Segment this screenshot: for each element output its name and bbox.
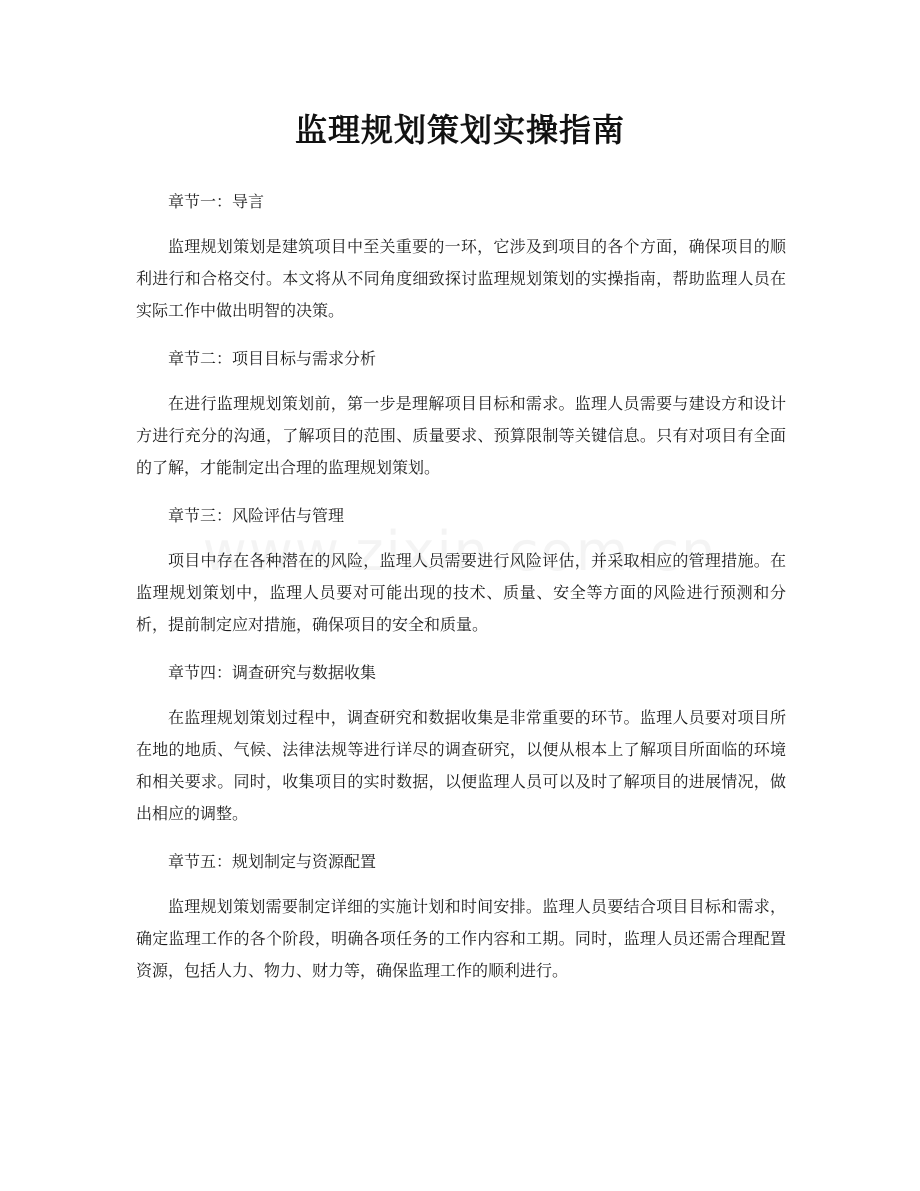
section-1	[136, 186, 786, 327]
section-paragraph: 在进行监理规划策划前，第一步是理解项目目标和需求。监理人员需要与建设方和设计方进行充分的沟通，了解项目的范围、质量要求、预算限制等关键信息。只有对项目有全面的了解，才能制定出合理的监理规划策划。	[136, 394, 786, 477]
section-paragraph: 在监理规划策划过程中，调查研究和数据收集是非常重要的环节。监理人员要对项目所在地的地质、气候、法律法规等进行详尽的调查研究，以便从根本上了解项目所面临的环境和相关要求。同时，收集项目的实时数据，以便监理人员可以及时了解项目的进展情况，做出相应的调整。	[136, 708, 786, 823]
section-heading: 章节四：调查研究与数据收集	[168, 663, 377, 682]
section-heading: 章节一：导言	[168, 192, 265, 211]
section-3	[136, 500, 786, 641]
section-2	[136, 343, 786, 484]
page-title: 监理规划策划实操指南	[294, 111, 625, 149]
section-heading: 章节五：规划制定与资源配置	[168, 852, 377, 871]
section-heading: 章节二：项目目标与需求分析	[168, 349, 377, 368]
document-body	[136, 186, 786, 1003]
section-4	[136, 657, 786, 830]
section-heading: 章节三：风险评估与管理	[168, 506, 345, 525]
section-paragraph: 监理规划策划是建筑项目中至关重要的一环，它涉及到项目的各个方面，确保项目的顺利进行和合格交付。本文将从不同角度细致探讨监理规划策划的实操指南，帮助监理人员在实际工作中做出明智的决策。	[136, 237, 786, 320]
section-paragraph: 监理规划策划需要制定详细的实施计划和时间安排。监理人员要结合项目目标和需求，确定监理工作的各个阶段，明确各项任务的工作内容和工期。同时，监理人员还需合理配置资源，包括人力、物力、财力等，确保监理工作的顺利进行。	[136, 897, 786, 980]
section-paragraph: 项目中存在各种潜在的风险，监理人员需要进行风险评估，并采取相应的管理措施。在监理规划策划中，监理人员要对可能出现的技术、质量、安全等方面的风险进行预测和分析，提前制定应对措施，确保项目的安全和质量。	[136, 551, 786, 634]
section-5	[136, 846, 786, 987]
